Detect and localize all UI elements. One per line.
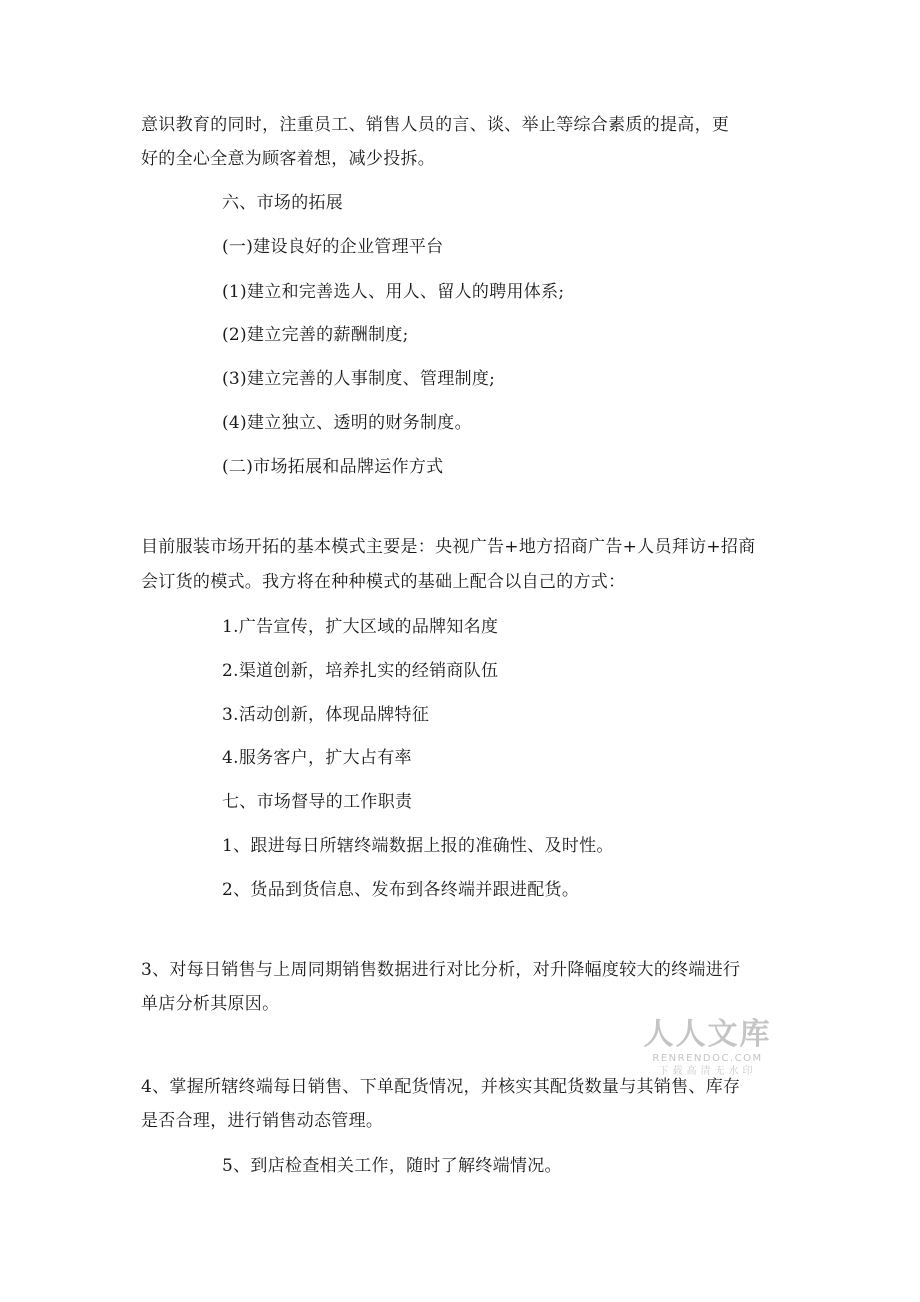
watermark-logo [640,1018,775,1078]
list-item: 1.广告宣传，扩大区域的品牌知名度 [222,617,499,637]
paragraph-line: 4、掌握所辖终端每日销售、下单配货情况，并核实其配货数量与其销售、库存 [141,1077,741,1097]
list-item: 3.活动创新，体现品牌特征 [222,705,430,725]
paragraph-line: 目前服装市场开拓的基本模式主要是：央视广告+地方招商广告+人员拜访+招商 [141,537,756,557]
list-item: (4)建立独立、透明的财务制度。 [222,413,472,433]
subsection-heading: (一)建设良好的企业管理平台 [222,237,444,257]
list-item: 1、跟进每日所辖终端数据上报的准确性、及时性。 [222,836,614,856]
list-item: 2.渠道创新，培养扎实的经销商队伍 [222,661,499,681]
watermark-title: 人人文库 [643,1017,772,1052]
list-item: (2)建立完善的薪酬制度; [222,325,409,345]
subsection-heading: (二)市场拓展和品牌运作方式 [222,457,444,477]
list-item: 5、到店检查相关工作，随时了解终端情况。 [222,1156,562,1176]
paragraph-line: 单店分析其原因。 [141,994,280,1014]
section-heading: 七、市场督导的工作职责 [222,792,413,812]
watermark-subtitle: 下载高清无水印 [658,1066,757,1077]
paragraph-line: 3、对每日销售与上周同期销售数据进行对比分析，对升降幅度较大的终端进行 [141,960,741,980]
list-item: 2、货品到货信息、发布到各终端并跟进配货。 [222,880,580,900]
list-item: (3)建立完善的人事制度、管理制度; [222,369,496,389]
paragraph-line: 会订货的模式。我方将在种种模式的基础上配合以自己的方式： [141,572,626,592]
section-heading: 六、市场的拓展 [222,193,344,213]
list-item: (1)建立和完善选人、用人、留人的聘用体系; [222,282,565,302]
paragraph-line: 是否合理，进行销售动态管理。 [141,1111,384,1131]
watermark-url: RENRENDOC.COM [652,1053,763,1064]
list-item: 4.服务客户，扩大占有率 [222,748,412,768]
paragraph-line: 意识教育的同时，注重员工、销售人员的言、谈、举止等综合素质的提高，更 [141,115,730,135]
paragraph-line: 好的全心全意为顾客着想，减少投拆。 [141,149,436,169]
